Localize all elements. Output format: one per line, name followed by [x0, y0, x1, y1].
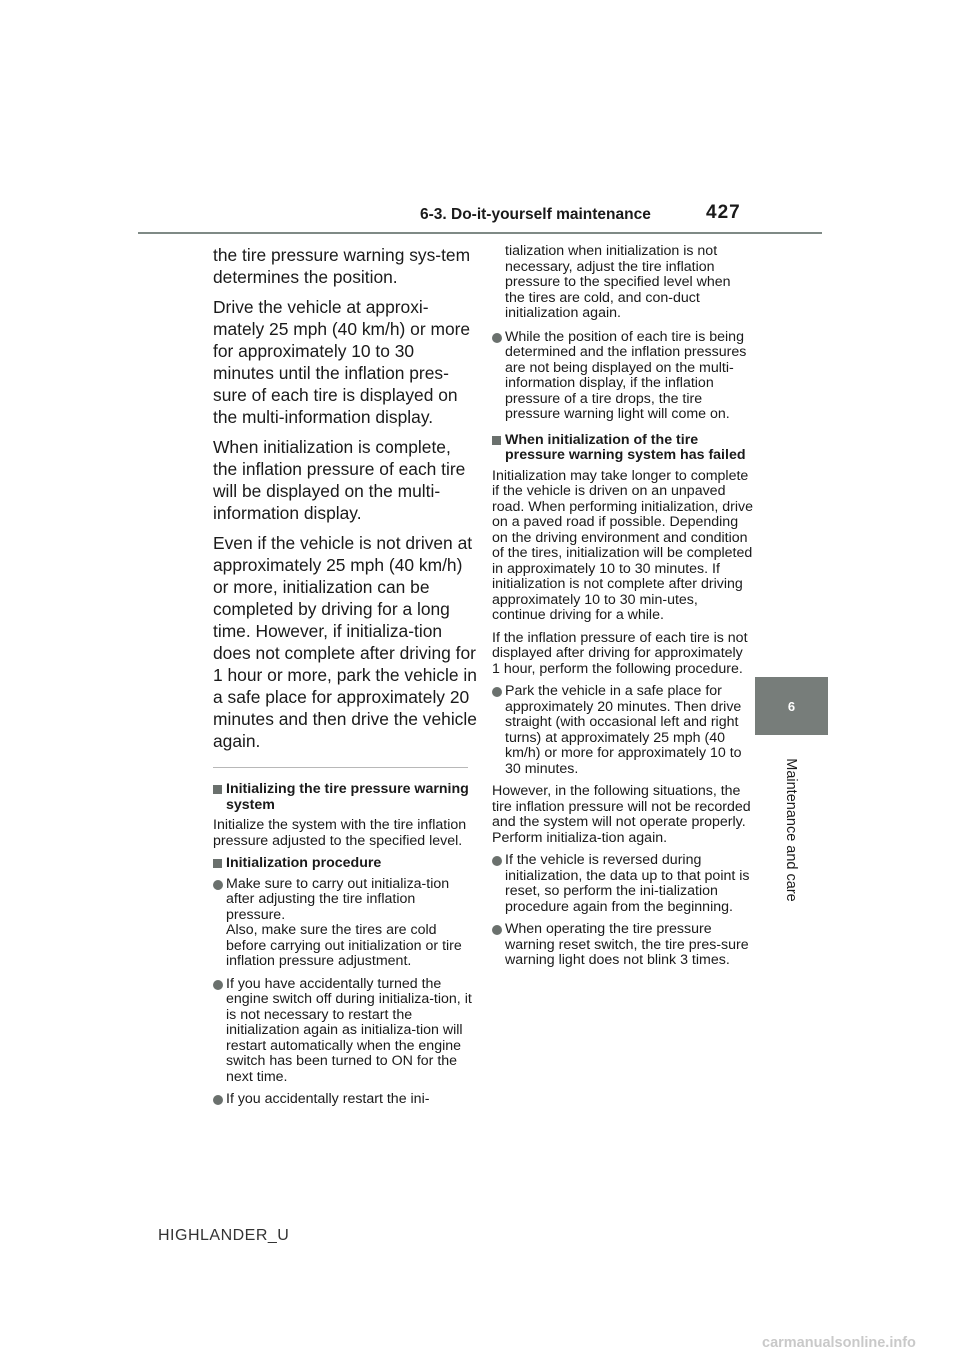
left-column [213, 244, 477, 1115]
bullet-text: When operating the tire pressure warning reset switch, the tire pres-sure warning light does not blink 3 times. [505, 921, 749, 968]
bullet-item [492, 922, 754, 969]
bullet-item [213, 1092, 477, 1108]
paragraph: the tire pressure warning sys-tem determines the position. [213, 245, 471, 287]
section-title: 6-3. Do-it-yourself maintenance [420, 206, 651, 223]
footer-model-code: HIGHLANDER_U [158, 1227, 290, 1244]
section-divider [213, 767, 468, 768]
body-text: Initialize the system with the tire inflation pressure adjusted to the specified level. [213, 817, 467, 849]
bullet-continuation: Also, make sure the tires are cold before carrying out initialization or tire inflation pressure adjustment. [226, 922, 462, 969]
right-column [492, 244, 754, 976]
circle-bullet-icon [213, 980, 223, 990]
bullet-item [213, 877, 477, 924]
subheading-init-procedure [213, 856, 477, 872]
bullet-text: If you accidentally restart the ini- [226, 1091, 430, 1107]
chapter-number: 6 [787, 698, 796, 714]
subheading-text: Initialization procedure [226, 855, 382, 871]
subheading-init-system [213, 782, 477, 813]
watermark-link[interactable]: carmanualsonline.info [762, 1335, 916, 1351]
bullet-text: Park the vehicle in a safe place for approximately 20 minutes. Then drive straight (with occasional left and right turns) at approximately 25 mph (40 km/h) or more for approximately 10 to 30 minutes. [505, 683, 742, 777]
circle-bullet-icon [213, 880, 223, 890]
circle-bullet-icon [492, 856, 502, 866]
paragraph: Even if the vehicle is not driven at approximately 25 mph (40 km/h) or more, initialization can be completed by driving for a long time. However, if initializa-tion does not complete after driving for 1 hour or more, park the vehicle in a safe place for approximately 20 minutes and then drive the vehicle again. [213, 533, 477, 751]
subheading-text: Initializing the tire pressure warning system [226, 781, 469, 813]
subheading-init-failed [492, 433, 754, 464]
circle-bullet-icon [213, 1095, 223, 1105]
circle-bullet-icon [492, 333, 502, 343]
body-text: If the inflation pressure of each tire is not displayed after driving for approximately 1 hour, perform the following procedure. [492, 629, 748, 677]
square-bullet-icon [213, 785, 222, 794]
bullet-text: If the vehicle is reversed during initialization, the data up to that point is reset, so perform the ini-tialization procedure again from the beginning. [505, 852, 750, 915]
circle-bullet-icon [492, 925, 502, 935]
paragraph: Drive the vehicle at approxi-mately 25 mph (40 km/h) or more for approximately 10 to 30 minutes until the inflation pres-sure of each tire is displayed on the multi-information display. [213, 297, 471, 427]
bullet-item [492, 684, 754, 777]
body-text: Initialization may take longer to complete if the vehicle is driven on an unpaved road. When performing initialization, drive on a paved road if possible. Depending on the driving environment and condition of the tires, initialization will be completed in approximately 10 to 30 minutes. If initialization is not complete after driving approximately 10 to 30 min-utes, continue driving for a while. [492, 467, 754, 623]
bullet-item [213, 977, 477, 1086]
header-divider [138, 232, 822, 234]
bullet-text: While the position of each tire is being determined and the inflation pressures are not being displayed on the multi-information display, if the inflation pressure of a tire drops, the tire pressure warning light will come on. [505, 328, 747, 422]
paragraph: When initialization is complete, the inflation pressure of each tire will be displayed on the multi-information display. [213, 437, 466, 523]
bullet-continuation: tialization when initialization is not necessary, adjust the tire inflation pressure to the specified level when the tires are cold, and con-duct initialization again. [505, 243, 731, 321]
body-text: However, in the following situations, the tire inflation pressure will not be recorded and the system will not operate properly. Perform initializa-tion again. [492, 783, 751, 846]
chapter-tab[interactable] [755, 677, 828, 735]
bullet-text: If you have accidentally turned the engine switch off during initializa-tion, it is not necessary to restart the initialization again as initializa-tion will restart automatically when the engine switch has been turned to ON for the next time. [226, 975, 472, 1085]
square-bullet-icon [213, 859, 222, 868]
chapter-label: Maintenance and care [783, 758, 799, 902]
bullet-text: Make sure to carry out initializa-tion after adjusting the tire inflation pressure. [226, 875, 450, 923]
square-bullet-icon [492, 436, 501, 445]
bullet-item [492, 853, 754, 915]
bullet-item [492, 330, 754, 423]
main-text [213, 244, 477, 752]
page-number: 427 [706, 202, 741, 223]
circle-bullet-icon [492, 687, 502, 697]
subheading-text: When initialization of the tire pressure warning system has failed [505, 431, 746, 463]
